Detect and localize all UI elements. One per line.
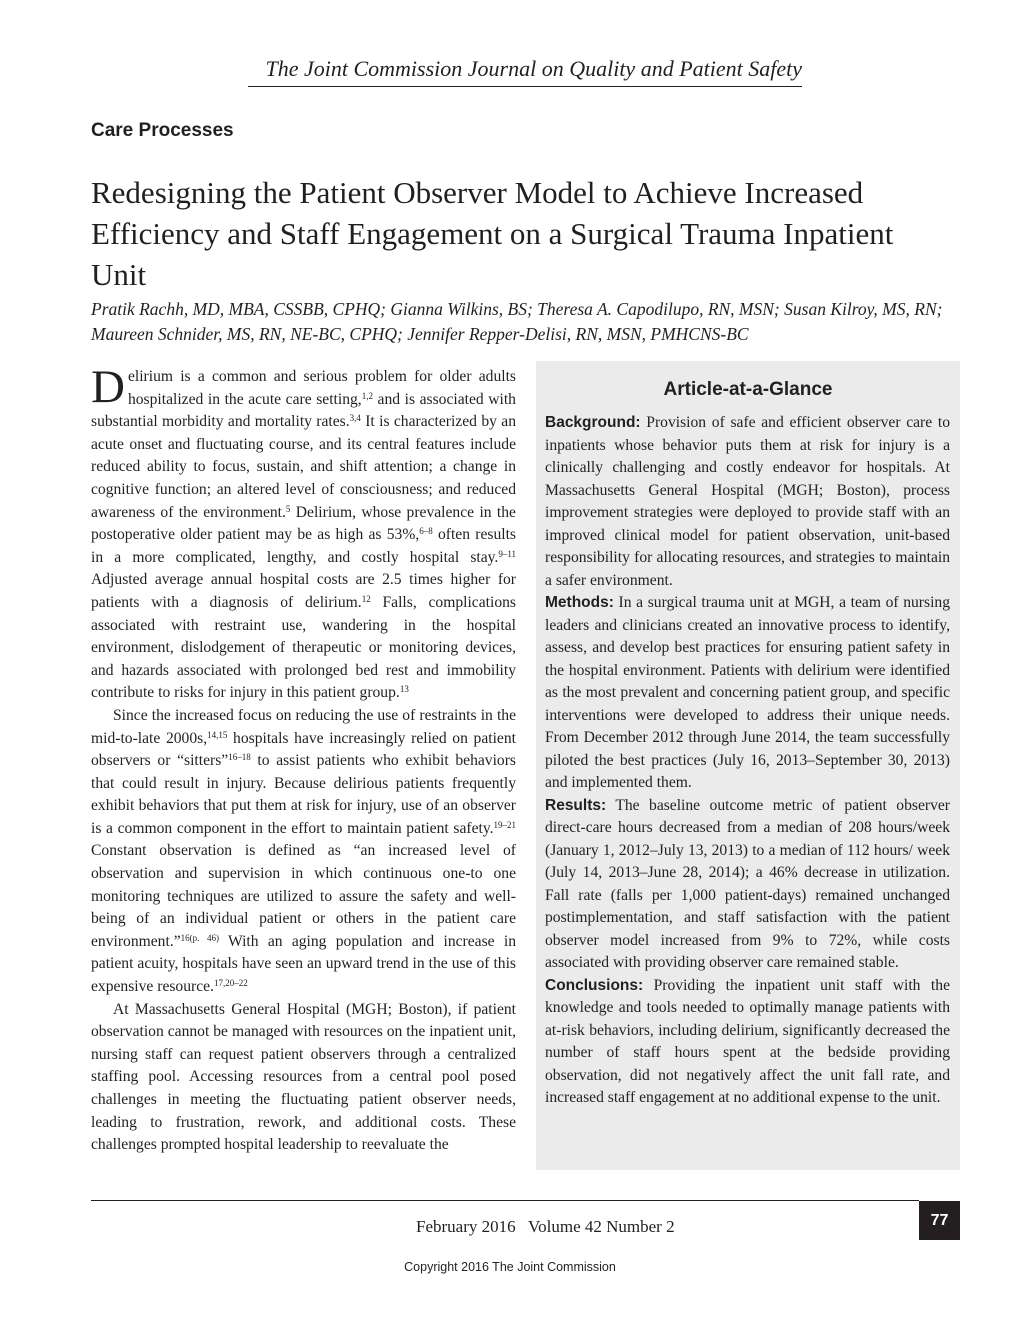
citation: 5	[285, 503, 291, 514]
glance-title: Article-at-a-Glance	[663, 379, 833, 400]
page-number: 77	[919, 1201, 960, 1240]
citation: 13	[399, 684, 409, 695]
article-title: Redesigning the Patient Observer Model to Achieve Increased Efficiency and Staff Engagement on a Surgical Trauma Inpatient Unit	[91, 175, 894, 292]
issue-info: February 2016 Volume 42 Number 2	[416, 1217, 675, 1236]
citation: 16–18	[228, 752, 251, 763]
body-column	[91, 361, 516, 1157]
citation: 9–11	[498, 548, 516, 559]
body-paragraph-3: At Massachusetts General Hospital (MGH; Boston), if patient observation cannot be managed with resources on the inpatient unit, nursing staff can request patient observers through a centralized staffing pool. Accessing resources from a central pool posed challenges in meeting the fluctuating patient observer needs, leading to frustration, rework, and additional costs. These challenges prompted hospital leadership to reevaluate the	[91, 1000, 516, 1154]
footer-rule	[91, 1200, 919, 1201]
citation: 17,20–22	[213, 978, 248, 989]
citation: 14,15	[207, 729, 228, 740]
glance-conclusions: Conclusions: Providing the inpatient unit staff with the knowledge and tools needed to optimally manage patients with at-risk behaviors, including delirium, significantly decreased the number of staff hours spent at the bedside providing observation, did not negatively affect the unit fall rate, and increased staff engagement at no additional expense to the unit.	[545, 976, 950, 1106]
glance-methods: Methods: In a surgical trauma unit at MGH, a team of nursing leaders and clinicians created an innovative process to identify, assess, and develop best practices for ensuring patient safety in the hospital environment. Patients with delirium were identified as the most prevalent and concerning patient group, and specific interventions were developed to address their unique needs. From December 2012 through June 2014, the team successfully piloted the best practices (July 16, 2013–September 30, 2013) and implemented them.	[545, 594, 950, 791]
drop-cap: D	[91, 361, 125, 413]
glance-heading: Background:	[545, 414, 641, 431]
glance-body	[545, 412, 950, 1110]
copyright-notice: Copyright 2016 The Joint Commission	[404, 1260, 616, 1274]
citation: 16(p. 46)	[180, 932, 220, 943]
citation: 12	[361, 593, 371, 604]
body-paragraph-2: Since the increased focus on reducing the use of restraints in the mid-to-late 2000s,$^{14,15}$ hospitals have increasingly relied on patient observers or “sitters”$^{16-18}$ to assist patients who exhibit behaviors that could result in injury. Because delirious patients frequently exhibit behaviors that put them at risk for injury, use of an observer is a common component in the effort to maintain patient safety.$^{19-21}$ Constant observation is defined as “an increased level of observation and supervision in which continuous one-to one monitoring techniques are utilized to assure the safety and well-being of an individual patient or others in the patient care environment.”$^{16(p. 46)}$ With an aging population and increase in patient acuity, hospitals have seen an upward trend in the use of this expensive resource.$^{17,20-22}$	[91, 706, 516, 996]
citation: 6–8	[419, 526, 433, 537]
citation: 19–21	[493, 819, 516, 830]
glance-results: Results: The baseline outcome metric of patient observer direct-care hours decreased from a median of 208 hours/week (January 1, 2012–July 13, 2013) to a median of 112 hours/ week (July 14, 2013–June 28, 2014); a 46% decrease in utilization. Fall rate (falls per 1,000 patient-days) remained unchanged postimplementation, and staff satisfaction with the patient observer model increased from 9% to 72%, while costs associated with providing observer care remained stable.	[545, 796, 950, 971]
glance-heading: Results:	[545, 796, 607, 814]
journal-title: The Joint Commission Journal on Quality and Patient Safety	[265, 56, 802, 81]
section-label: Care Processes	[91, 120, 234, 141]
citation: 1,2	[361, 390, 373, 401]
citation: 3,4	[349, 413, 361, 424]
article-at-a-glance-box	[536, 361, 960, 1170]
body-paragraph-1: Delirium is a common and serious problem for older adults hospitalized in the acute care setting,$^{1,2}$ and is associated with substantial morbidity and mortality rates.$^{3,4}$ It is characterized by an acute onset and fluctuating course, and its central features include reduced ability to focus, sustain, and shift attention; a change in cognitive function; an altered level of consciousness; and reduced awareness of the environment.$^5$ Delirium, whose prevalence in the postoperative older patient may be as high as 53%,$^{6-8}$ often results in a more complicated, lengthy, and costly hospital stay.$^{9-11}$ Adjusted average annual hospital costs are 2.5 times higher for patients with a diagnosis of delirium.$^{12}$ Falls, complications associated with restraint use, wandering in the hospital environment, dislodgement of therapeutic or monitoring devices, and hazards associated with prolonged bed rest and immobility contribute to risks for injury in this patient group.$^{13}$	[91, 361, 516, 702]
author-list: Pratik Rachh, MD, MBA, CSSBB, CPHQ; Gianna Wilkins, BS; Theresa A. Capodilupo, RN, MSN; Susan Kilroy, MS, RN; Maureen Schnider, MS, RN, NE-BC, CPHQ; Jennifer Repper-Delisi, RN, MSN, PMHCNS-BC	[91, 299, 943, 344]
glance-heading: Methods:	[545, 594, 614, 611]
header-rule	[248, 86, 802, 87]
glance-background: Background: Provision of safe and efficient observer care to inpatients whose behavior puts them at risk for injury is a clinically challenging and costly endeavor for hospitals. At Massachusetts General Hospital (MGH; Boston), process improvement strategies were deployed to provide staff with an improved clinical model for patient observation, unit-based responsibility for allocating resources, and strategies to maintain a safer environment.	[545, 414, 950, 589]
glance-heading: Conclusions:	[545, 976, 644, 994]
